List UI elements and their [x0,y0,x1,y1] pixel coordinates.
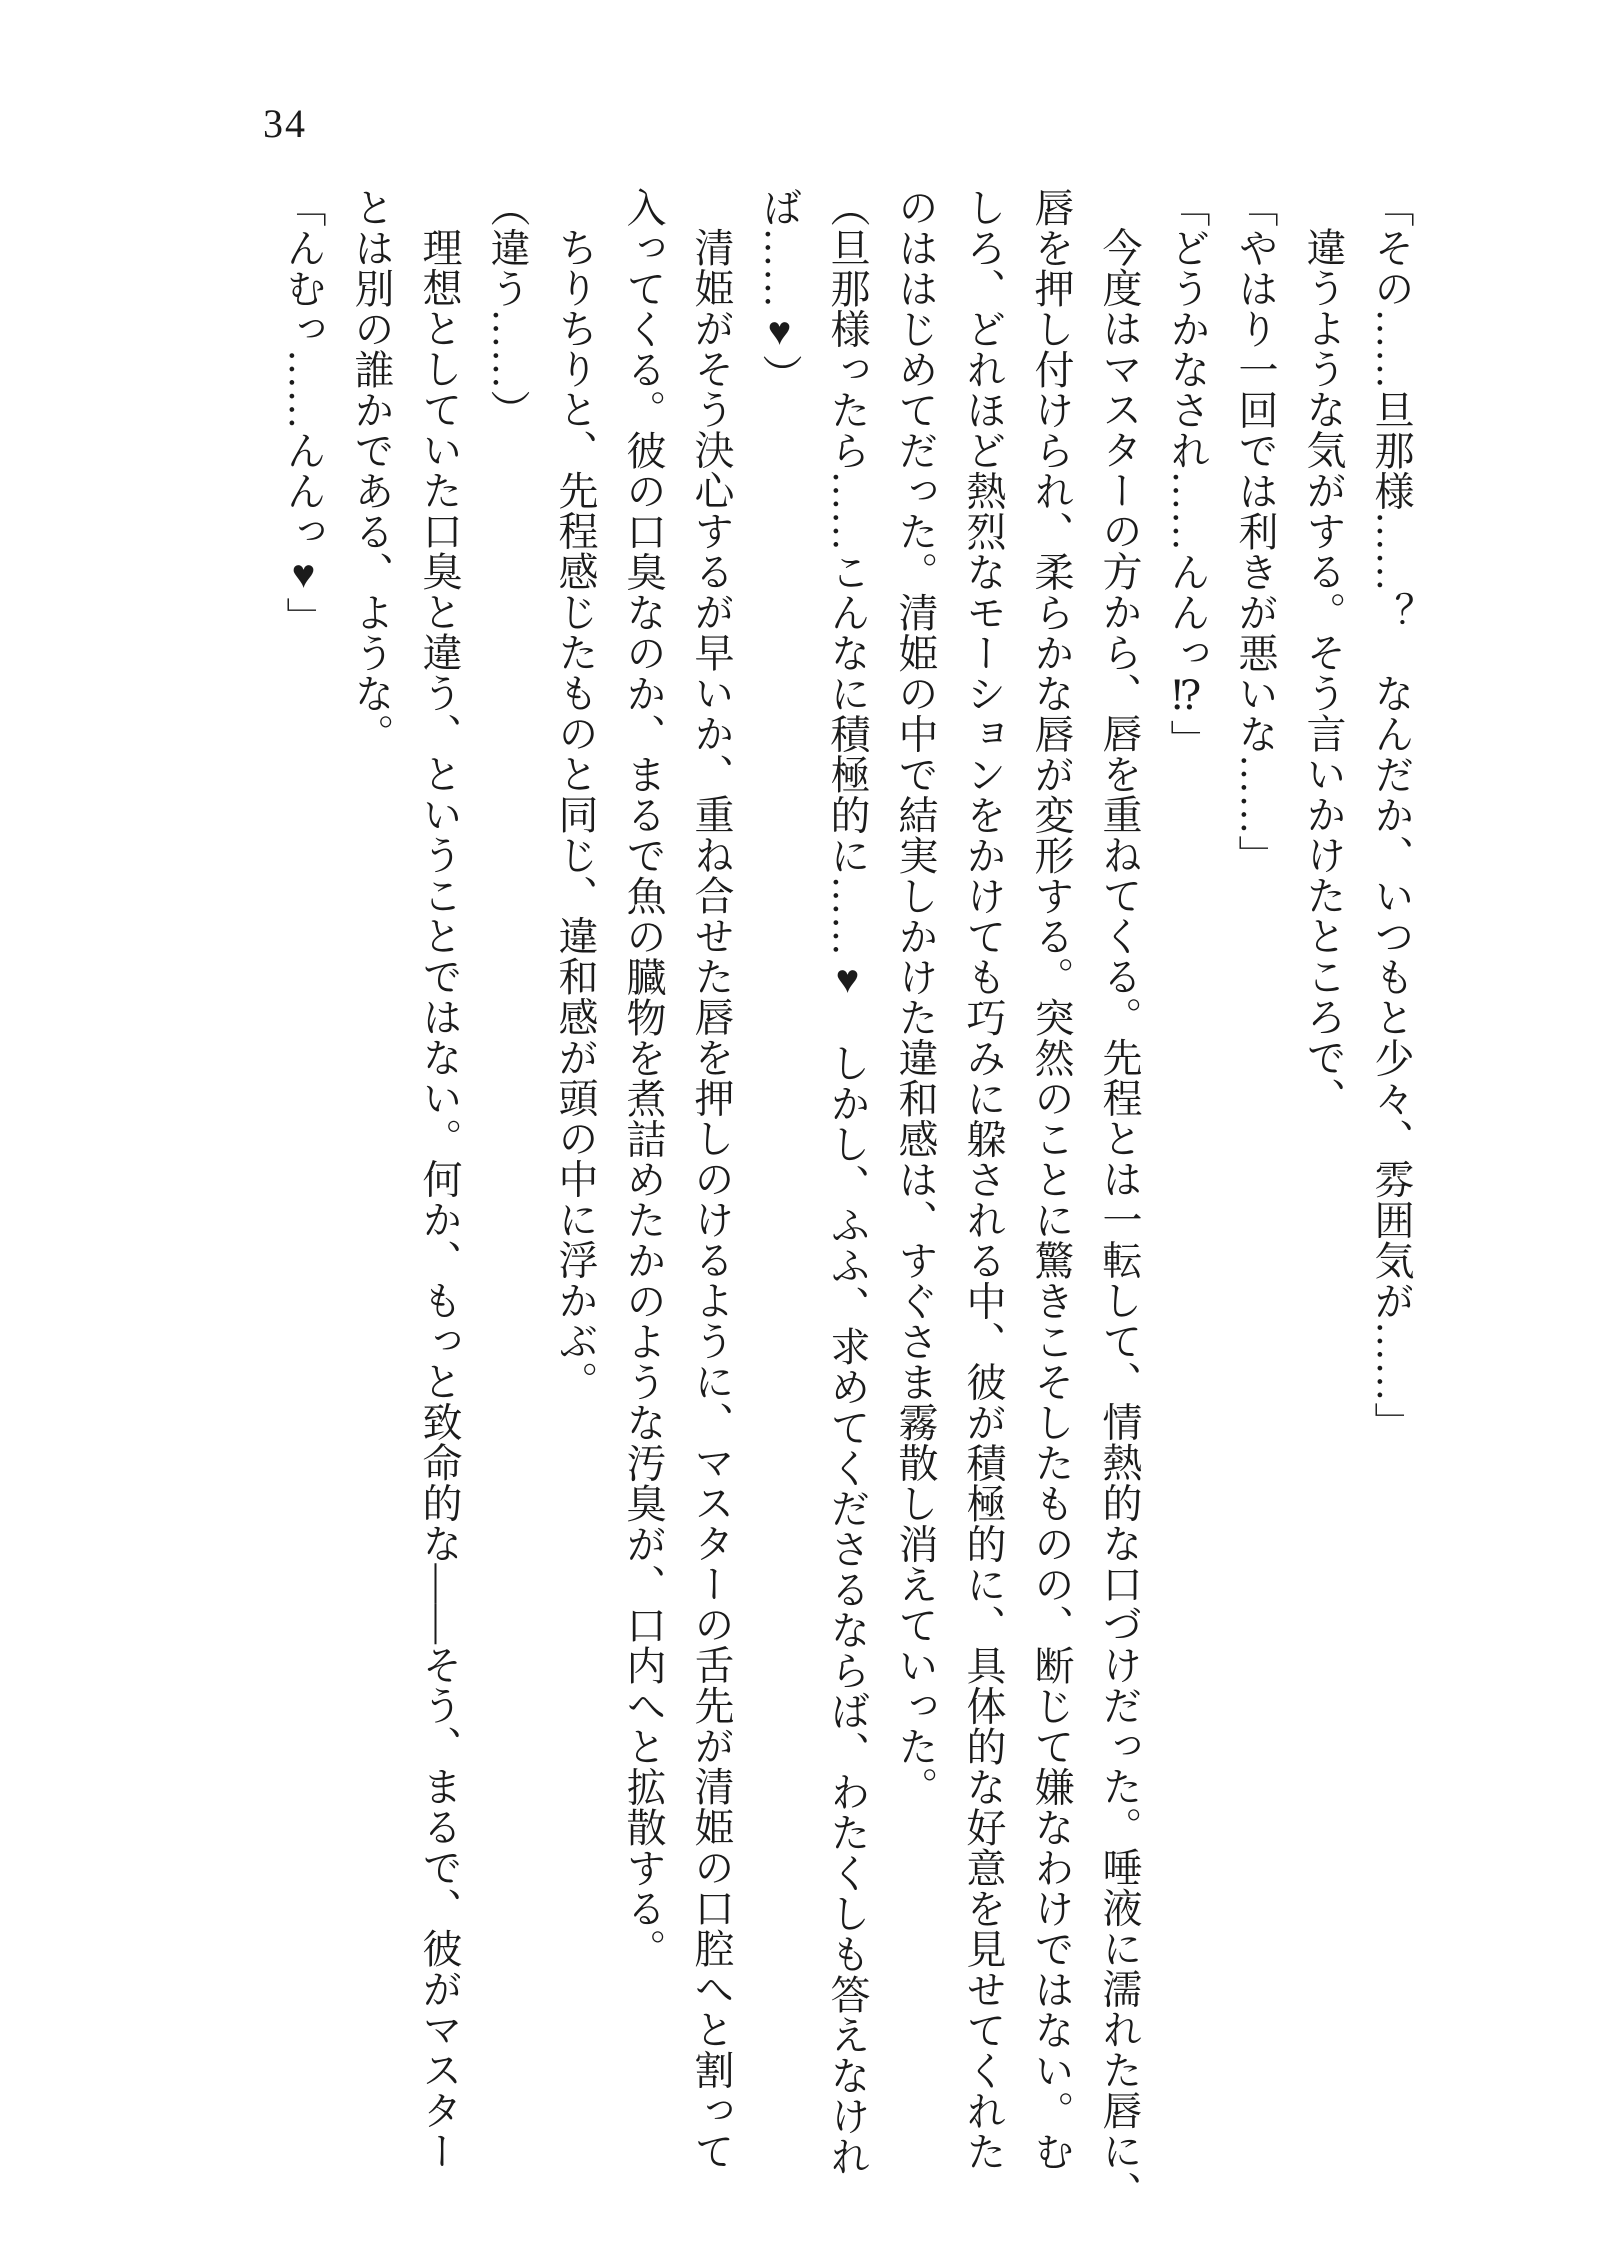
text-line: （旦那様ったら……こんなに積極的に……♥ しかし、ふふ、求めてくださるならば、わたくしも答えなけれ [825,187,870,2177]
page-number: 34 [263,101,307,146]
text-line: 違うような気がする。そう言いかけたところで、 [1301,227,1346,1118]
text-line: 今度はマスターの方から、唇を重ねてくる。先程とは一転して、情熱的な口づけだった。唾液に濡れた唇に、 [1097,227,1142,2212]
text-line: ちりちりと、先程感じたものと同じ、違和感が頭の中に浮かぶ。 [553,227,598,1402]
text-line: 「んむっ……んんっ♥」 [281,187,326,638]
text-line: 理想としていた口臭と違う、ということではない。何か、もっと致命的な――そう、まるで、彼がマスター [417,227,462,2171]
text-line: ば……♥） [757,187,802,395]
text-line: しろ、どれほど熱烈なモーションをかけても巧みに躱される中、彼が積極的に、具体的な好意を見せてくれた [961,187,1006,2172]
text-line: 「その……旦那様……？ なんだか、いつもと少々、雰囲気が……」 [1369,187,1414,1443]
text-line: 入ってくる。彼の口臭なのか、まるで魚の臓物を煮詰めたかのような汚臭が、口内へと拡散する。 [621,187,666,1969]
text-line: とは別の誰かである、ような。 [349,187,394,754]
text-line: 「どうかなされ……んんっ⁉」 [1165,187,1210,760]
text-line: 清姫がそう決心するが早いか、重ね合せた唇を押しのけるように、マスターの舌先が清姫の口腔へと割って [689,227,734,2171]
text-line: 唇を押し付けられ、柔らかな唇が変形する。突然のことに驚きこそしたものの、断じて嫌なわけではない。む [1029,187,1074,2172]
novel-text-block [269,187,1425,2212]
text-line: （違う……） [485,187,530,430]
text-line: のははじめてだった。清姫の中で結実しかけた違和感は、すぐさま霧散し消えていった。 [893,187,938,1807]
text-line: 「やはり一回では利きが悪いな……」 [1233,187,1278,876]
